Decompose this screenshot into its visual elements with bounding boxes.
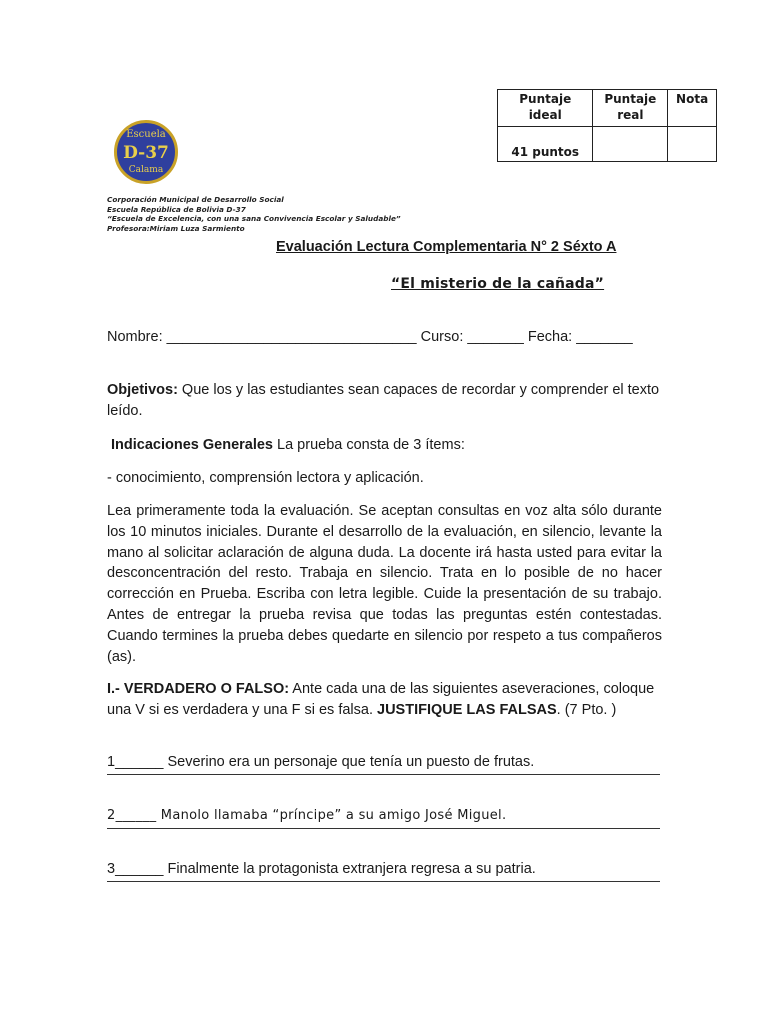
objectives-text: Que los y las estudiantes sean capaces de recordar y comprender el texto leído. [107,382,660,419]
score-table-value-row [498,127,717,162]
institution-line-4: Profesora:Miriam Luza Sarmiento [107,223,245,233]
logo-text-bottom: Calama [128,165,164,175]
score-value-nota [668,127,717,162]
page-subtitle: “El misterio de la cañada” [391,276,605,292]
section-1-text: Ante cada una de las siguientes aseveraciones, coloque una V si es verdadera y una F si es falsa. [107,681,655,718]
school-logo [114,120,178,184]
score-header-nota: Nota [668,90,717,127]
logo-text-middle: D-37 [123,143,169,163]
section-1-emphasis: JUSTIFIQUE LAS FALSAS [377,701,557,718]
answer-line-3 [107,881,660,882]
answer-line-2 [107,828,660,829]
student-info-line: Nombre: _______________________________ Curso: _______ Fecha: _______ [107,329,633,345]
score-header-ideal: Puntaje ideal [498,90,593,127]
logo-text-top: Escuela [126,129,166,140]
institution-line-3: “Escuela de Excelencia, con una sana Convivencia Escolar y Saludable” [107,214,401,223]
institution-line-2: Escuela República de Bolivia D-37 [107,204,246,214]
general-label: Indicaciones Generales [111,437,273,453]
section-1-label: I.- VERDADERO O FALSO: [107,681,290,697]
section-1-heading [107,679,662,721]
page-title: Evaluación Lectura Complementaria N° 2 Séxto A [276,239,617,255]
question-2: 2______ Manolo llamaba “príncipe” a su amigo José Miguel. [107,808,507,823]
general-indications [111,435,666,456]
score-value-real [593,127,668,162]
section-1-points: . (7 Pto. ) [556,701,617,718]
score-value-ideal: 41 puntos [498,127,593,162]
score-table [497,89,717,162]
score-table-header-row [498,90,717,127]
objectives-label: Objetivos: [107,382,178,398]
institution-line-1: Corporación Municipal de Desarrollo Social [107,195,284,204]
institution-info [107,195,427,233]
items-line: - conocimiento, comprensión lectora y aplicación. [107,470,424,486]
instructions-paragraph: Lea primeramente toda la evaluación. Se aceptan consultas en voz alta sólo durante los 10 minutos iniciales. Durante el desarrollo de la evaluación, en silencio, levante la mano al solicitar aclaración de alguna duda. La docente irá hasta usted para evitar la desconcentración del resto. Trabaja en silencio. Trata en lo posible de no hacer corrección en Prueba. Escriba con letra legible. Cuide la presentación de su trabajo. Antes de entregar la prueba revisa que todas las preguntas estén contestadas. Cuando termines la prueba debes quedarte en silencio por respeto a tus compañeros (as). [107,503,662,665]
score-header-real: Puntaje real [593,90,668,127]
answer-line-1 [107,774,660,775]
question-3: 3______ Finalmente la protagonista extranjera regresa a su patria. [107,861,536,877]
question-1: 1______ Severino era un personaje que tenía un puesto de frutas. [107,754,535,770]
general-text: La prueba consta de 3 ítems: [273,437,465,453]
objectives-paragraph [107,380,662,422]
